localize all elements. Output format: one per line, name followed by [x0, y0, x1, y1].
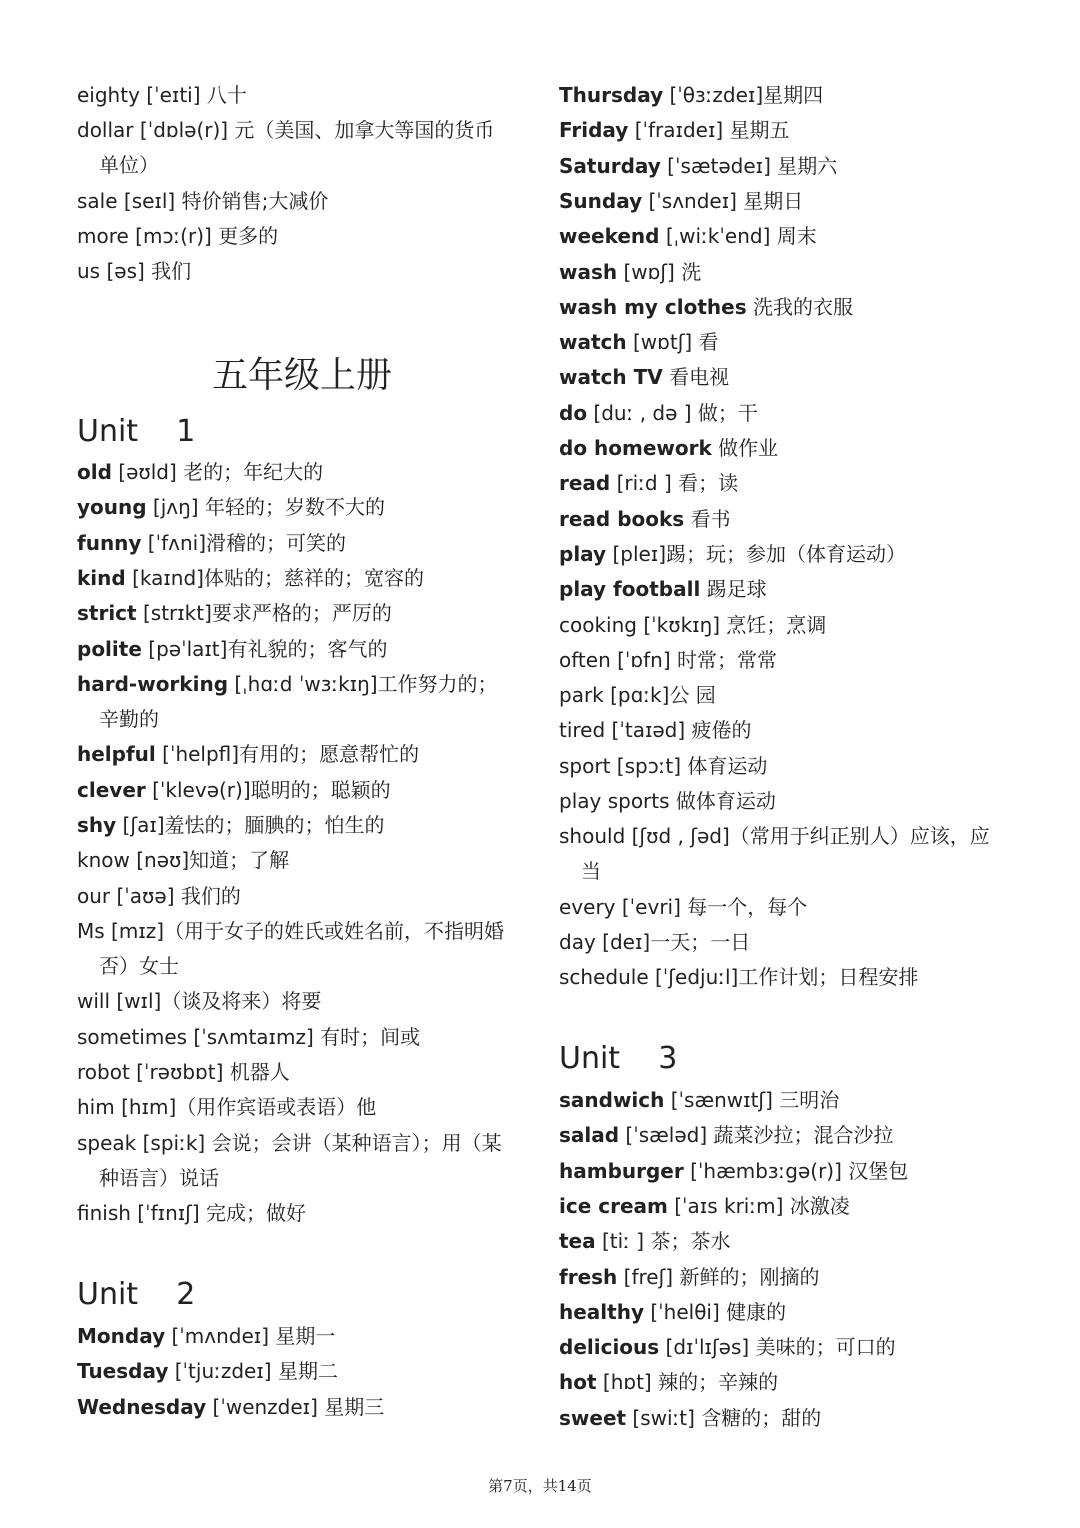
vocab-word: strict: [77, 601, 137, 626]
vocab-entry: [559, 219, 817, 254]
vocab-word: watch TV: [559, 365, 663, 390]
vocab-definition: [ˈaɪs kriːm] 冰激凌: [667, 1193, 850, 1218]
vocab-definition: [ˈʃedjuːl]工作计划；日程安排: [648, 965, 919, 990]
vocab-definition: [ˈsæləd] 蔬菜沙拉；混合沙拉: [619, 1123, 894, 1148]
vocab-word: weekend: [559, 224, 660, 249]
vocab-definition: [ˈsʌmtaɪmz] 有时；间或: [187, 1024, 421, 1049]
vocab-definition: [wɒʃ] 洗: [617, 259, 702, 284]
vocab-entry: [559, 749, 767, 784]
vocab-word: tea: [559, 1229, 596, 1254]
vocab-word: hamburger: [559, 1158, 684, 1183]
vocab-word: Ms: [77, 918, 105, 943]
vocab-definition: [wɒtʃ] 看: [626, 330, 719, 355]
vocab-word: read: [559, 471, 611, 496]
vocab-definition: [tiː ] 茶；茶水: [595, 1229, 731, 1254]
vocab-word: Monday: [77, 1324, 166, 1348]
vocab-entry: [559, 890, 807, 925]
vocab-entry: [77, 1390, 384, 1425]
vocab-entry: [559, 537, 906, 572]
vocab-word: hot: [559, 1370, 597, 1395]
vocab-entry: [559, 678, 716, 713]
vocab-word: wash my clothes: [559, 294, 747, 319]
vocab-definition: [spiːk] 会说；会讲（某种语言）；用（某: [136, 1130, 502, 1155]
vocab-definition: 做体育运动: [669, 789, 776, 813]
vocab-entry: [77, 1090, 376, 1125]
vocab-definition: [dɪˈlɪʃəs] 美味的；可口的: [659, 1335, 896, 1360]
grade-title: 五年级上册: [211, 355, 392, 396]
vocab-entry: [77, 843, 289, 878]
vocab-entry: [77, 184, 328, 219]
vocab-word: robot: [77, 1059, 130, 1084]
vocab-definition: [pɑːk]公 园: [603, 683, 716, 708]
vocab-entry: [77, 879, 241, 914]
vocab-definition: [ˈfʌni]滑稽的；可笑的: [141, 530, 347, 555]
vocab-definition: [mɪz]（用于女子的姓氏或姓名前，不指明婚: [104, 918, 505, 943]
vocab-definition: [əs] 我们: [100, 259, 192, 284]
vocab-word: often: [559, 647, 611, 672]
vocab-entry: [559, 643, 777, 678]
vocab-entry: [77, 490, 385, 525]
vocab-entry: [559, 78, 823, 113]
vocab-definition: [pəˈlaɪt]有礼貌的；客气的: [141, 636, 388, 661]
vocab-definition: [ˈsʌndeɪ] 星期日: [642, 188, 804, 213]
vocab-definition: [swiːt] 含糖的；甜的: [626, 1405, 822, 1430]
vocab-entry: [559, 1401, 821, 1436]
vocab-word: polite: [77, 636, 142, 661]
vocab-definition: [ʃʊd , ʃəd]（常用于纠正别人）应该，应: [625, 824, 990, 849]
vocab-definition: [deɪ]一天；一日: [595, 930, 751, 955]
vocab-definition: [seɪl] 特价销售;大减价: [117, 188, 329, 213]
vocab-entry: [77, 914, 527, 984]
vocab-definition-continued: 辛勤的: [99, 706, 159, 731]
vocab-word: sport: [559, 753, 611, 778]
vocab-word: will: [77, 989, 111, 1014]
vocab-definition: [ˌhɑːd ˈwɜːkɪŋ]工作努力的；: [228, 671, 498, 696]
vocab-word: Thursday: [559, 83, 664, 107]
vocab-word: read books: [559, 506, 685, 531]
vocab-definition: [jʌŋ] 年轻的；岁数不大的: [146, 495, 385, 520]
vocab-entry: [77, 1126, 527, 1196]
vocab-word: fresh: [559, 1264, 618, 1289]
vocab-word: young: [77, 495, 147, 520]
vocab-definition: [ˈkʊkɪŋ] 烹饪；烹调: [636, 612, 827, 637]
vocab-word: hard-working: [77, 671, 229, 696]
vocab-definition: [ˈsænwɪtʃ] 三明治: [664, 1088, 840, 1112]
page-footer: 第7页，共14页: [488, 1477, 592, 1495]
vocab-definition: [ˌwiːkˈend] 周末: [659, 224, 817, 249]
vocab-definition: [wɪl]（谈及将来）将要: [110, 989, 322, 1014]
vocab-definition: [ˈhæmbɜːgə(r)] 汉堡包: [683, 1158, 909, 1183]
vocab-definition-continued: 单位）: [99, 153, 159, 178]
vocab-word: Tuesday: [77, 1359, 169, 1384]
vocab-word: sale: [77, 188, 118, 213]
vocab-word: clever: [77, 777, 146, 802]
vocab-definition: [ˈɒfn] 时常；常常: [610, 647, 777, 672]
vocab-word: watch: [559, 330, 627, 355]
vocab-word: healthy: [559, 1299, 644, 1324]
vocab-word: salad: [559, 1123, 620, 1148]
vocab-entry: [559, 784, 776, 819]
vocab-word: park: [559, 683, 604, 708]
vocab-entry: [77, 1196, 306, 1231]
vocab-entry: [559, 608, 826, 643]
vocab-word: play football: [559, 577, 701, 602]
vocab-definition: [hɒt] 辣的；辛辣的: [596, 1370, 779, 1395]
vocab-definition-continued: 当: [581, 859, 601, 884]
vocab-definition: [əʊld] 老的；年纪大的: [111, 460, 324, 484]
vocab-entry: [559, 1330, 896, 1365]
vocab-definition: 洗我的衣服: [746, 294, 853, 319]
vocab-word: old: [77, 460, 112, 484]
vocab-word: shy: [77, 812, 117, 837]
vocab-word: every: [559, 894, 616, 919]
vocab-definition: [pleɪ]踢；玩；参加（体育运动）: [606, 541, 907, 566]
vocab-definition: [ˈfraɪdeɪ] 星期五: [628, 118, 790, 143]
vocab-definition: 踢足球: [700, 577, 767, 602]
vocab-definition: [ˈmʌndeɪ] 星期一: [165, 1324, 336, 1348]
vocab-entry: [559, 325, 719, 360]
vocab-entry: [77, 113, 527, 183]
vocab-word: funny: [77, 530, 142, 555]
unit-heading: Unit 1: [77, 414, 196, 449]
vocab-word: Friday: [559, 118, 629, 143]
unit-heading: Unit 2: [77, 1277, 196, 1312]
vocab-entry: [77, 667, 527, 737]
vocab-entry: [559, 1365, 778, 1400]
vocab-entry: [77, 78, 247, 113]
vocab-entry: [559, 431, 778, 466]
vocab-definition: [hɪm]（用作宾语或表语）他: [114, 1095, 377, 1120]
vocab-definition-continued: 种语言）说话: [99, 1165, 219, 1190]
vocab-entry: [77, 773, 391, 808]
vocab-word: us: [77, 259, 101, 284]
vocab-definition: [strɪkt]要求严格的；严厉的: [136, 601, 392, 626]
vocab-word: kind: [77, 565, 126, 590]
vocab-word: ice cream: [559, 1193, 668, 1218]
vocab-entry: [559, 1154, 908, 1189]
vocab-word: do homework: [559, 436, 712, 460]
vocab-definition: [ˈeɪti] 八十: [139, 83, 247, 107]
vocab-entry: [559, 113, 790, 148]
vocab-word: sandwich: [559, 1088, 665, 1112]
vocab-entry: [559, 396, 758, 431]
vocab-word: cooking: [559, 612, 637, 637]
vocab-entry: [559, 1224, 730, 1259]
vocab-word: delicious: [559, 1335, 660, 1360]
vocab-word: schedule: [559, 965, 649, 990]
vocab-word: Wednesday: [77, 1394, 207, 1419]
vocab-definition: 看电视: [662, 365, 730, 390]
vocab-entry: [77, 1055, 290, 1090]
vocab-entry: [559, 925, 750, 960]
vocab-entry: [77, 1354, 338, 1389]
vocab-word: more: [77, 224, 129, 249]
vocab-definition: [ˈθɜːzdeɪ]星期四: [663, 83, 824, 107]
vocab-entry: [77, 596, 392, 631]
vocab-entry: [559, 466, 738, 501]
vocab-entry: [559, 290, 853, 325]
vocab-entry: [77, 1020, 420, 1055]
vocab-definition: [ˈsætədeɪ] 星期六: [660, 153, 838, 178]
vocab-definition: [nəʊ]知道；了解: [129, 848, 290, 873]
vocab-entry: [559, 1083, 839, 1118]
vocab-definition: [ˈwenzdeɪ] 星期三: [206, 1394, 385, 1419]
vocab-word: know: [77, 848, 130, 873]
vocab-definition: [ˈaʊə] 我们的: [110, 883, 241, 908]
vocab-definition: [kaɪnd]体贴的；慈祥的；宽容的: [125, 565, 424, 590]
vocab-definition: 做作业: [711, 436, 779, 460]
vocab-word: him: [77, 1095, 115, 1120]
vocab-entry: [77, 219, 278, 254]
vocab-definition: [freʃ] 新鲜的；刚摘的: [617, 1264, 820, 1289]
vocab-definition: [mɔː(r)] 更多的: [128, 224, 279, 249]
vocab-word: dollar: [77, 118, 134, 143]
vocab-word: play sports: [559, 789, 670, 813]
vocab-definition: [duː , də ] 做；干: [587, 400, 758, 425]
vocab-entry: [559, 1189, 850, 1224]
vocab-entry: [77, 984, 321, 1019]
vocab-entry: [77, 254, 191, 289]
vocab-word: do: [559, 400, 588, 425]
vocab-definition: [ˈklevə(r)]聪明的；聪颖的: [145, 777, 391, 802]
vocab-entry: [559, 502, 731, 537]
vocab-definition: [ˈevri] 每一个，每个: [615, 894, 808, 919]
vocab-word: sometimes: [77, 1024, 188, 1049]
vocab-word: play: [559, 541, 607, 566]
vocab-word: day: [559, 930, 596, 955]
vocab-word: Sunday: [559, 188, 643, 213]
vocab-entry: [559, 572, 767, 607]
vocab-definition: [ˈrəʊbɒt] 机器人: [129, 1059, 290, 1084]
vocab-definition: [ˈdɒlə(r)] 元（美国、加拿大等国的货币: [133, 118, 495, 143]
vocab-definition: [ˈtaɪəd] 疲倦的: [605, 718, 752, 743]
vocab-definition: [spɔːt] 体育运动: [610, 753, 768, 778]
vocab-entry: [77, 808, 385, 843]
vocab-entry: [77, 737, 419, 772]
vocab-definition: [ˈfɪnɪʃ] 完成；做好: [130, 1201, 307, 1225]
vocab-word: finish: [77, 1201, 131, 1225]
vocab-entry: [77, 1319, 335, 1354]
vocab-entry: [559, 960, 918, 995]
vocab-definition-continued: 否）女士: [99, 953, 179, 978]
vocab-word: eighty: [77, 83, 140, 107]
vocab-word: speak: [77, 1130, 137, 1155]
vocab-entry: [559, 184, 803, 219]
vocab-definition: 看书: [684, 506, 731, 531]
vocab-entry: [559, 1118, 894, 1153]
vocab-word: helpful: [77, 742, 156, 767]
vocab-word: tired: [559, 718, 606, 743]
vocab-entry: [559, 255, 701, 290]
vocab-definition: [ʃaɪ]羞怯的；腼腆的；怕生的: [116, 812, 385, 837]
vocab-entry: [559, 360, 729, 395]
vocab-entry: [77, 561, 424, 596]
vocab-definition: [riːd ] 看；读: [610, 471, 739, 496]
vocab-definition: [ˈhelpfl]有用的；愿意帮忙的: [155, 742, 420, 767]
vocab-entry: [559, 1260, 819, 1295]
vocab-word: Saturday: [559, 153, 661, 178]
unit-heading: Unit 3: [559, 1041, 678, 1076]
vocab-entry: [77, 632, 387, 667]
vocab-definition: [ˈtjuːzdeɪ] 星期二: [168, 1359, 338, 1384]
vocab-entry: [559, 819, 1009, 889]
vocab-word: should: [559, 824, 626, 849]
vocab-entry: [559, 713, 752, 748]
vocab-entry: [77, 526, 346, 561]
vocab-word: our: [77, 883, 111, 908]
vocab-word: sweet: [559, 1405, 627, 1430]
vocab-word: wash: [559, 259, 618, 284]
vocab-entry: [559, 149, 837, 184]
vocab-entry: [559, 1295, 786, 1330]
vocab-entry: [77, 455, 323, 490]
vocab-definition: [ˈhelθi] 健康的: [644, 1299, 787, 1324]
